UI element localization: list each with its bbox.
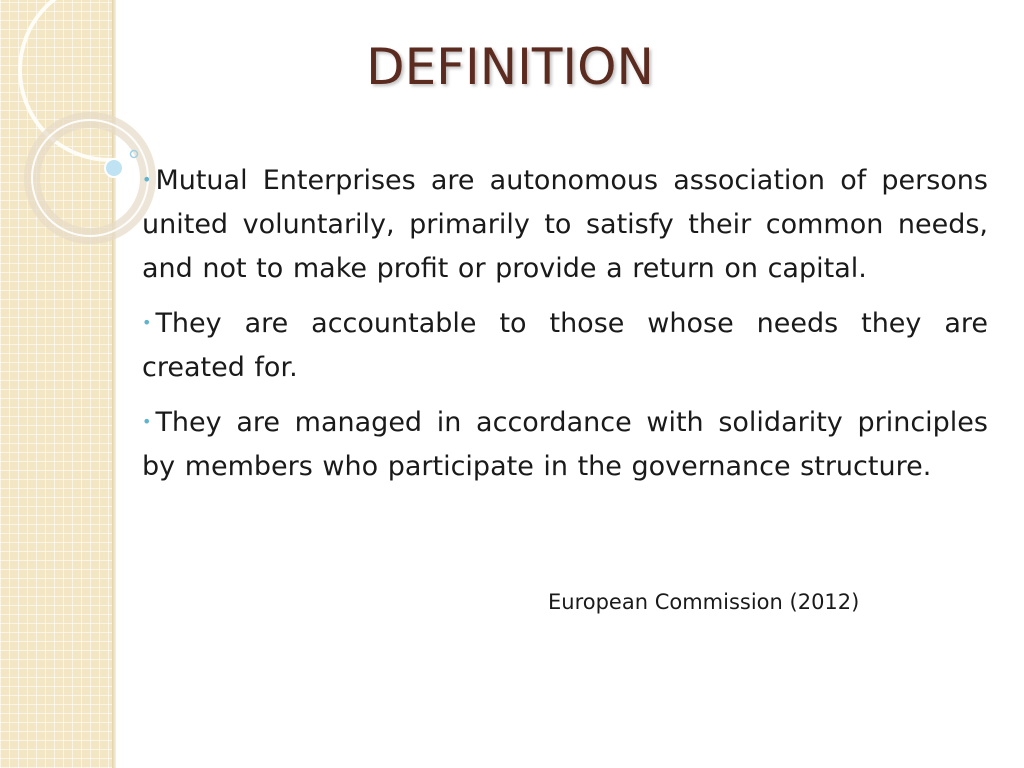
bullet-item	[142, 158, 988, 291]
bullet-text: They are managed in accordance with solidarity principles by members who participate in the governance structure.	[142, 407, 988, 482]
bullet-icon: •	[142, 412, 152, 431]
bullet-icon: •	[142, 313, 152, 332]
citation: European Commission (2012)	[548, 590, 860, 614]
blue-dot	[105, 159, 123, 177]
bullet-item	[142, 400, 988, 489]
bullet-icon: •	[142, 170, 152, 189]
bullet-text: Mutual Enterprises are autonomous association of persons united voluntarily, primarily to satisfy their common needs, and not to make profit or provide a return on capital.	[142, 165, 988, 284]
bullet-list	[142, 158, 988, 499]
bullet-text: They are accountable to those whose needs they are created for.	[142, 308, 988, 383]
bullet-item	[142, 301, 988, 390]
small-ring-inner	[32, 120, 148, 236]
slide-title: DEFINITION	[366, 38, 654, 96]
